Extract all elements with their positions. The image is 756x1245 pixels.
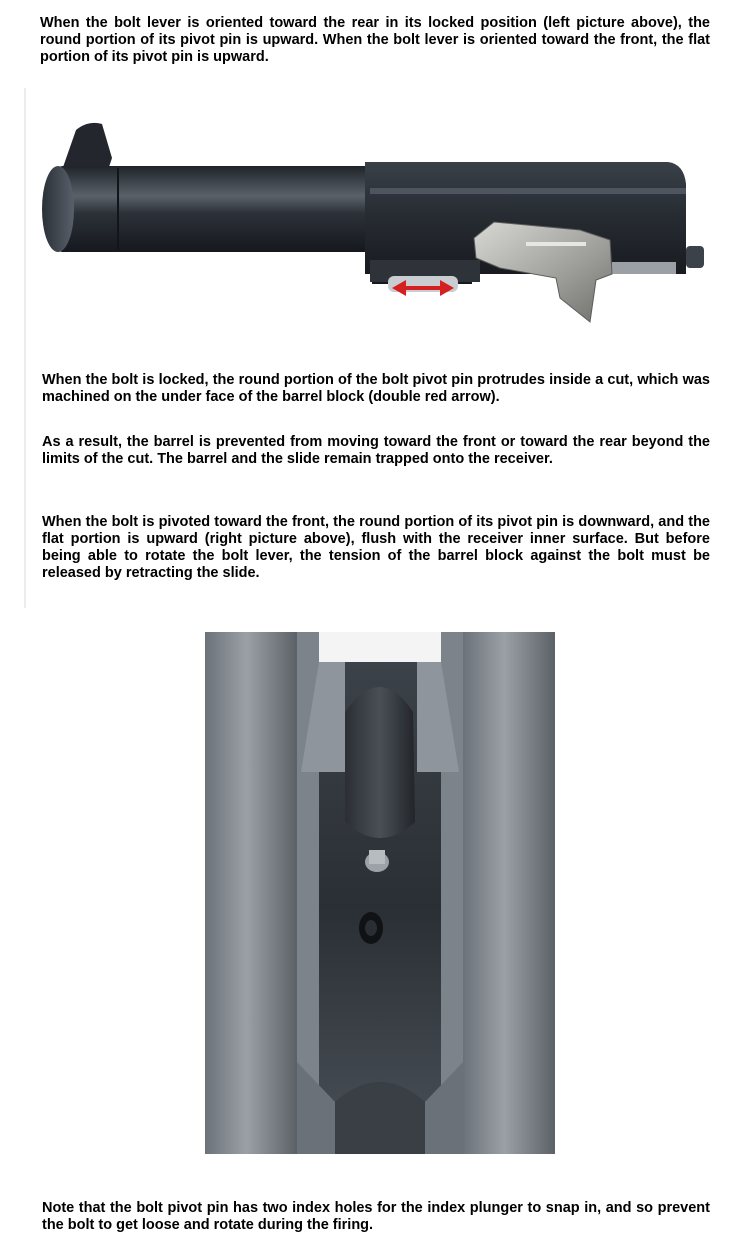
right-wall [463, 632, 555, 1154]
muzzle [42, 166, 74, 252]
front-sight [62, 123, 112, 170]
receiver-closeup-photo [205, 632, 555, 1154]
bolt-pivot-pin [345, 687, 415, 838]
intro-paragraph: When the bolt lever is oriented toward the rear in its locked position (left picture above), the round portion of its pivot pin is upward. When the bolt lever is oriented toward the front, the flat portion of its pivot pin is upward. [40, 15, 710, 65]
locked-paragraph: When the bolt is locked, the round portion of the bolt pivot pin protrudes inside a cut, which was machined on the under face of the barrel block (double red arrow). [42, 372, 710, 405]
barrel-assembly-photo [0, 92, 756, 332]
left-wall [205, 632, 297, 1154]
result-paragraph: As a result, the barrel is prevented from moving toward the front or toward the rear beyond the limits of the cut. The barrel and the slide remain trapped onto the receiver. [42, 434, 710, 467]
note-paragraph: Note that the bolt pivot pin has two index holes for the index plunger to snap in, and so prevent the bolt to get loose and rotate during the firing. [42, 1200, 710, 1233]
barrel-tube [55, 166, 375, 252]
pivot-paragraph: When the bolt is pivoted toward the front, the round portion of its pivot pin is downward, and the flat portion is upward (right picture above), flush with the receiver inner surface. But before being able to rotate the bolt lever, the tension of the barrel block against the bolt must be released by retracting the slide. [42, 514, 710, 581]
